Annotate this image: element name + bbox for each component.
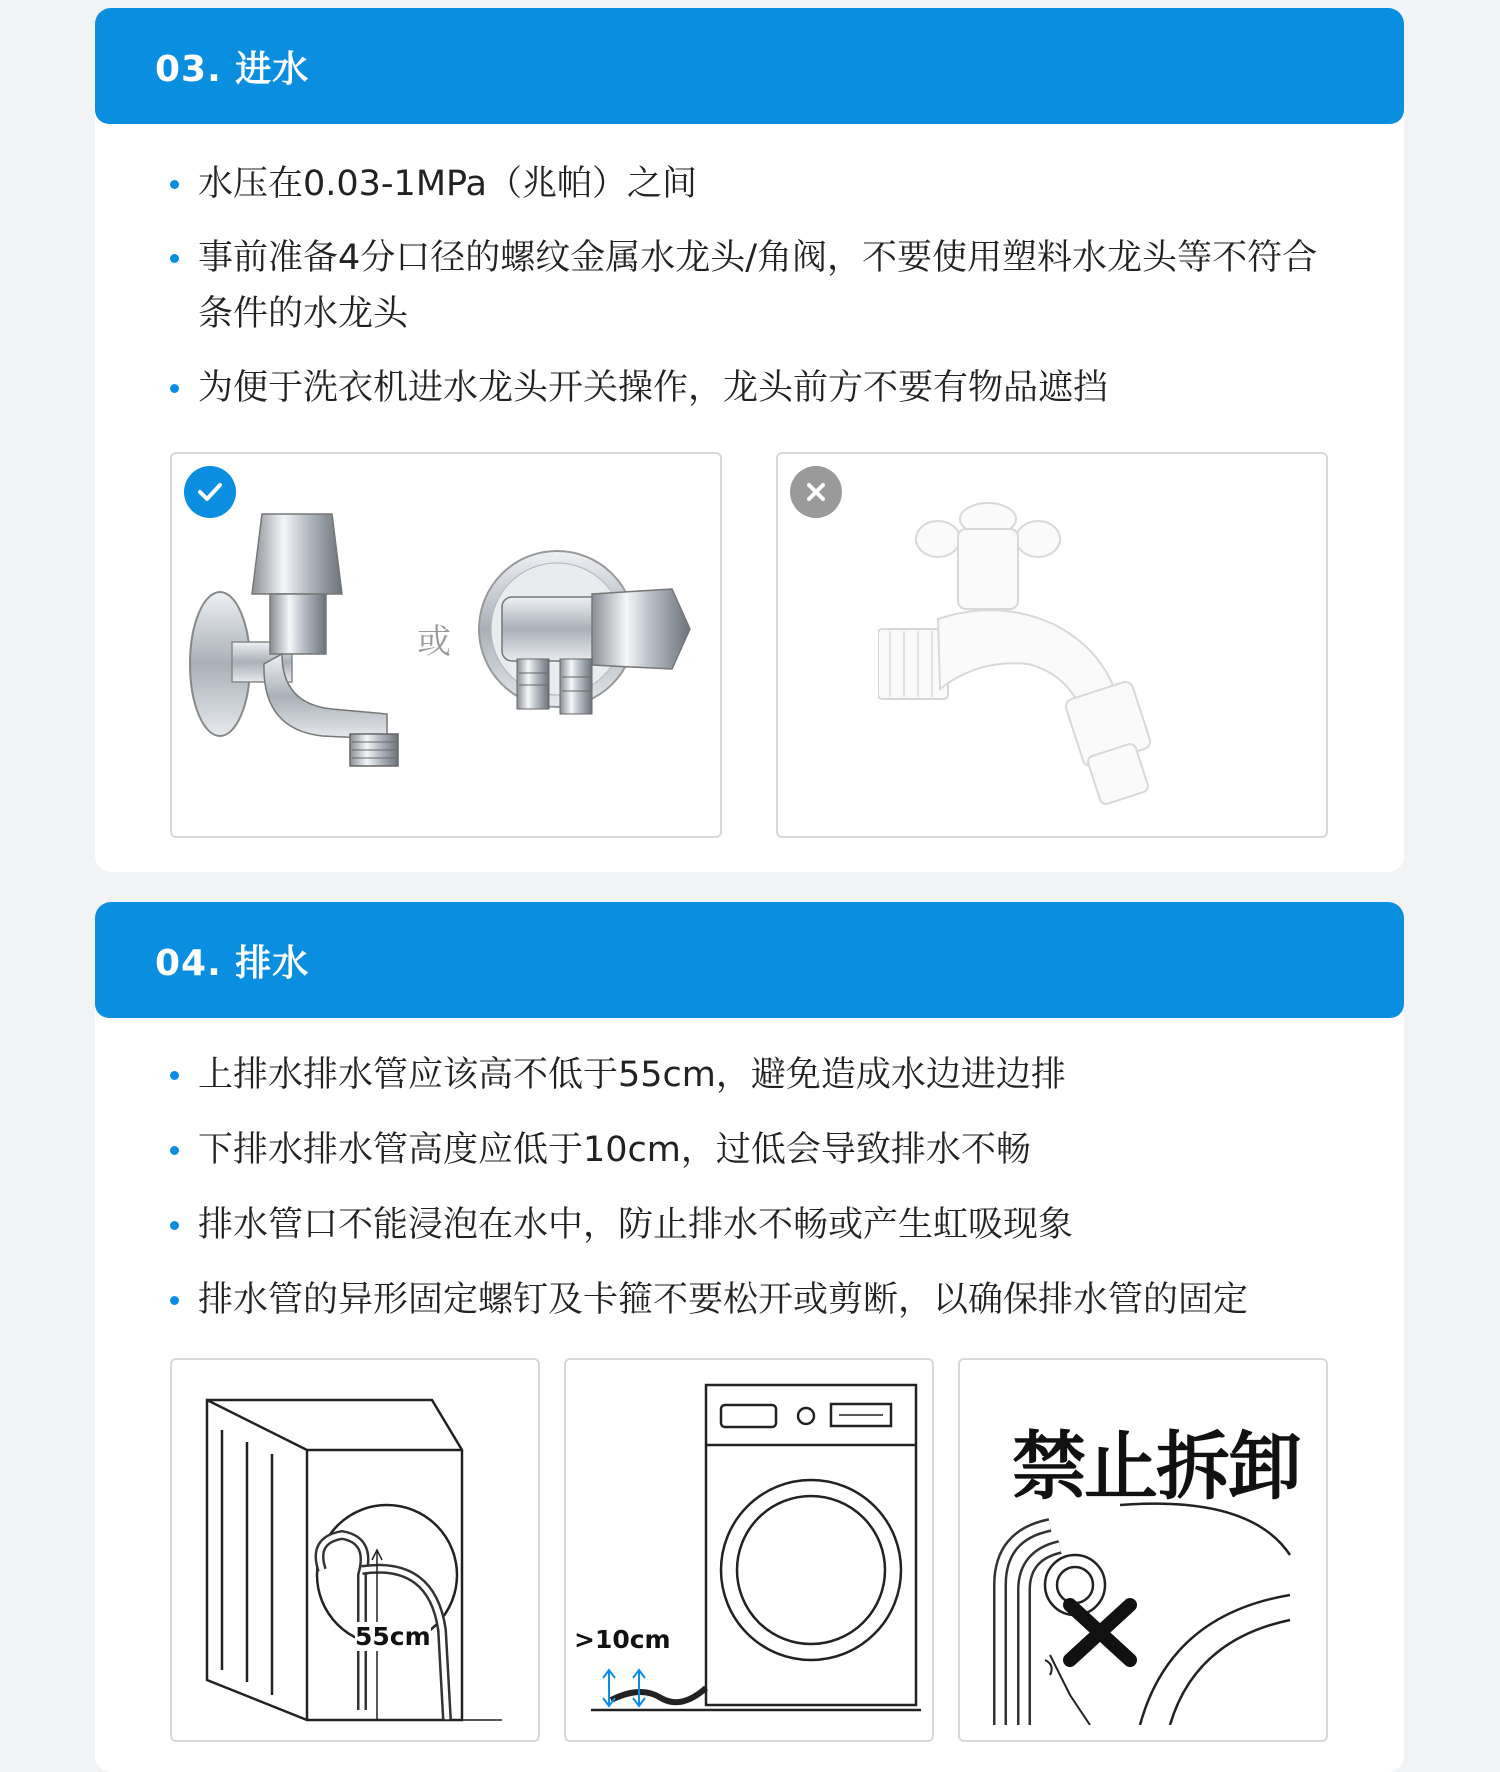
bullet-dot (170, 1296, 179, 1305)
no-disassembly-label: 禁止拆卸 (1012, 1424, 1300, 1510)
bullet-text: 下排水排水管高度应低于10cm，过低会导致排水不畅 (198, 1130, 1031, 1170)
lower-drain-panel (564, 1358, 934, 1742)
section-inlet-card (95, 8, 1404, 872)
bullet-dot (170, 384, 179, 393)
section-drain-card (95, 902, 1404, 1772)
bullet-dot (170, 1071, 179, 1080)
bullet-item (170, 156, 1344, 212)
bullet-dot (170, 180, 179, 189)
upper-drain-panel (170, 1358, 540, 1742)
correct-faucet-panel (170, 452, 722, 838)
wrong-faucet-panel (776, 452, 1328, 838)
metal-faucet-illustration (182, 504, 412, 774)
washer-back-illustration (202, 1390, 512, 1730)
bullet-dot (170, 1221, 179, 1230)
bullet-text: 排水管的异形固定螺钉及卡箍不要松开或剪断，以确保排水管的固定 (198, 1280, 1249, 1320)
bullet-text: 为便于洗衣机进水龙头开关操作，龙头前方不要有物品遮挡 (198, 368, 1109, 408)
bullet-dot (170, 1146, 179, 1155)
hose-clamp-illustration (990, 1495, 1310, 1725)
bullet-text: 排水管口不能浸泡在水中，防止排水不畅或产生虹吸现象 (198, 1205, 1074, 1245)
bullet-item (170, 1047, 1344, 1103)
section-header (95, 8, 1404, 124)
bullet-text: 事前准备4分口径的螺纹金属水龙头/角阀，不要使用塑料水龙头等不符合条件的水龙头 (198, 238, 1318, 334)
bullet-text: 上排水排水管应该高不低于55cm，避免造成水边进边排 (198, 1055, 1066, 1095)
height-10cm-label: >10cm (574, 1625, 671, 1654)
bullet-item (170, 1197, 1344, 1253)
bullet-item (170, 1122, 1344, 1178)
bullet-dot (170, 254, 179, 263)
bullet-text: 水压在0.03-1MPa（兆帕）之间 (198, 164, 698, 204)
bullet-list (170, 156, 1344, 434)
or-label: 或 (417, 622, 451, 662)
bullet-item (170, 360, 1344, 416)
no-disassembly-panel (958, 1358, 1328, 1742)
bullet-item (170, 1272, 1344, 1328)
section-title: 03. 进水 (155, 48, 310, 90)
angle-valve-illustration (472, 549, 697, 719)
bullet-list (170, 1047, 1344, 1347)
washer-front-illustration (581, 1380, 921, 1730)
plastic-faucet-illustration (878, 489, 1198, 809)
section-title: 04. 排水 (155, 942, 310, 984)
cross-icon (790, 466, 842, 518)
bullet-item (170, 230, 1344, 342)
height-55cm-label: 55cm (355, 1622, 431, 1651)
section-header (95, 902, 1404, 1018)
